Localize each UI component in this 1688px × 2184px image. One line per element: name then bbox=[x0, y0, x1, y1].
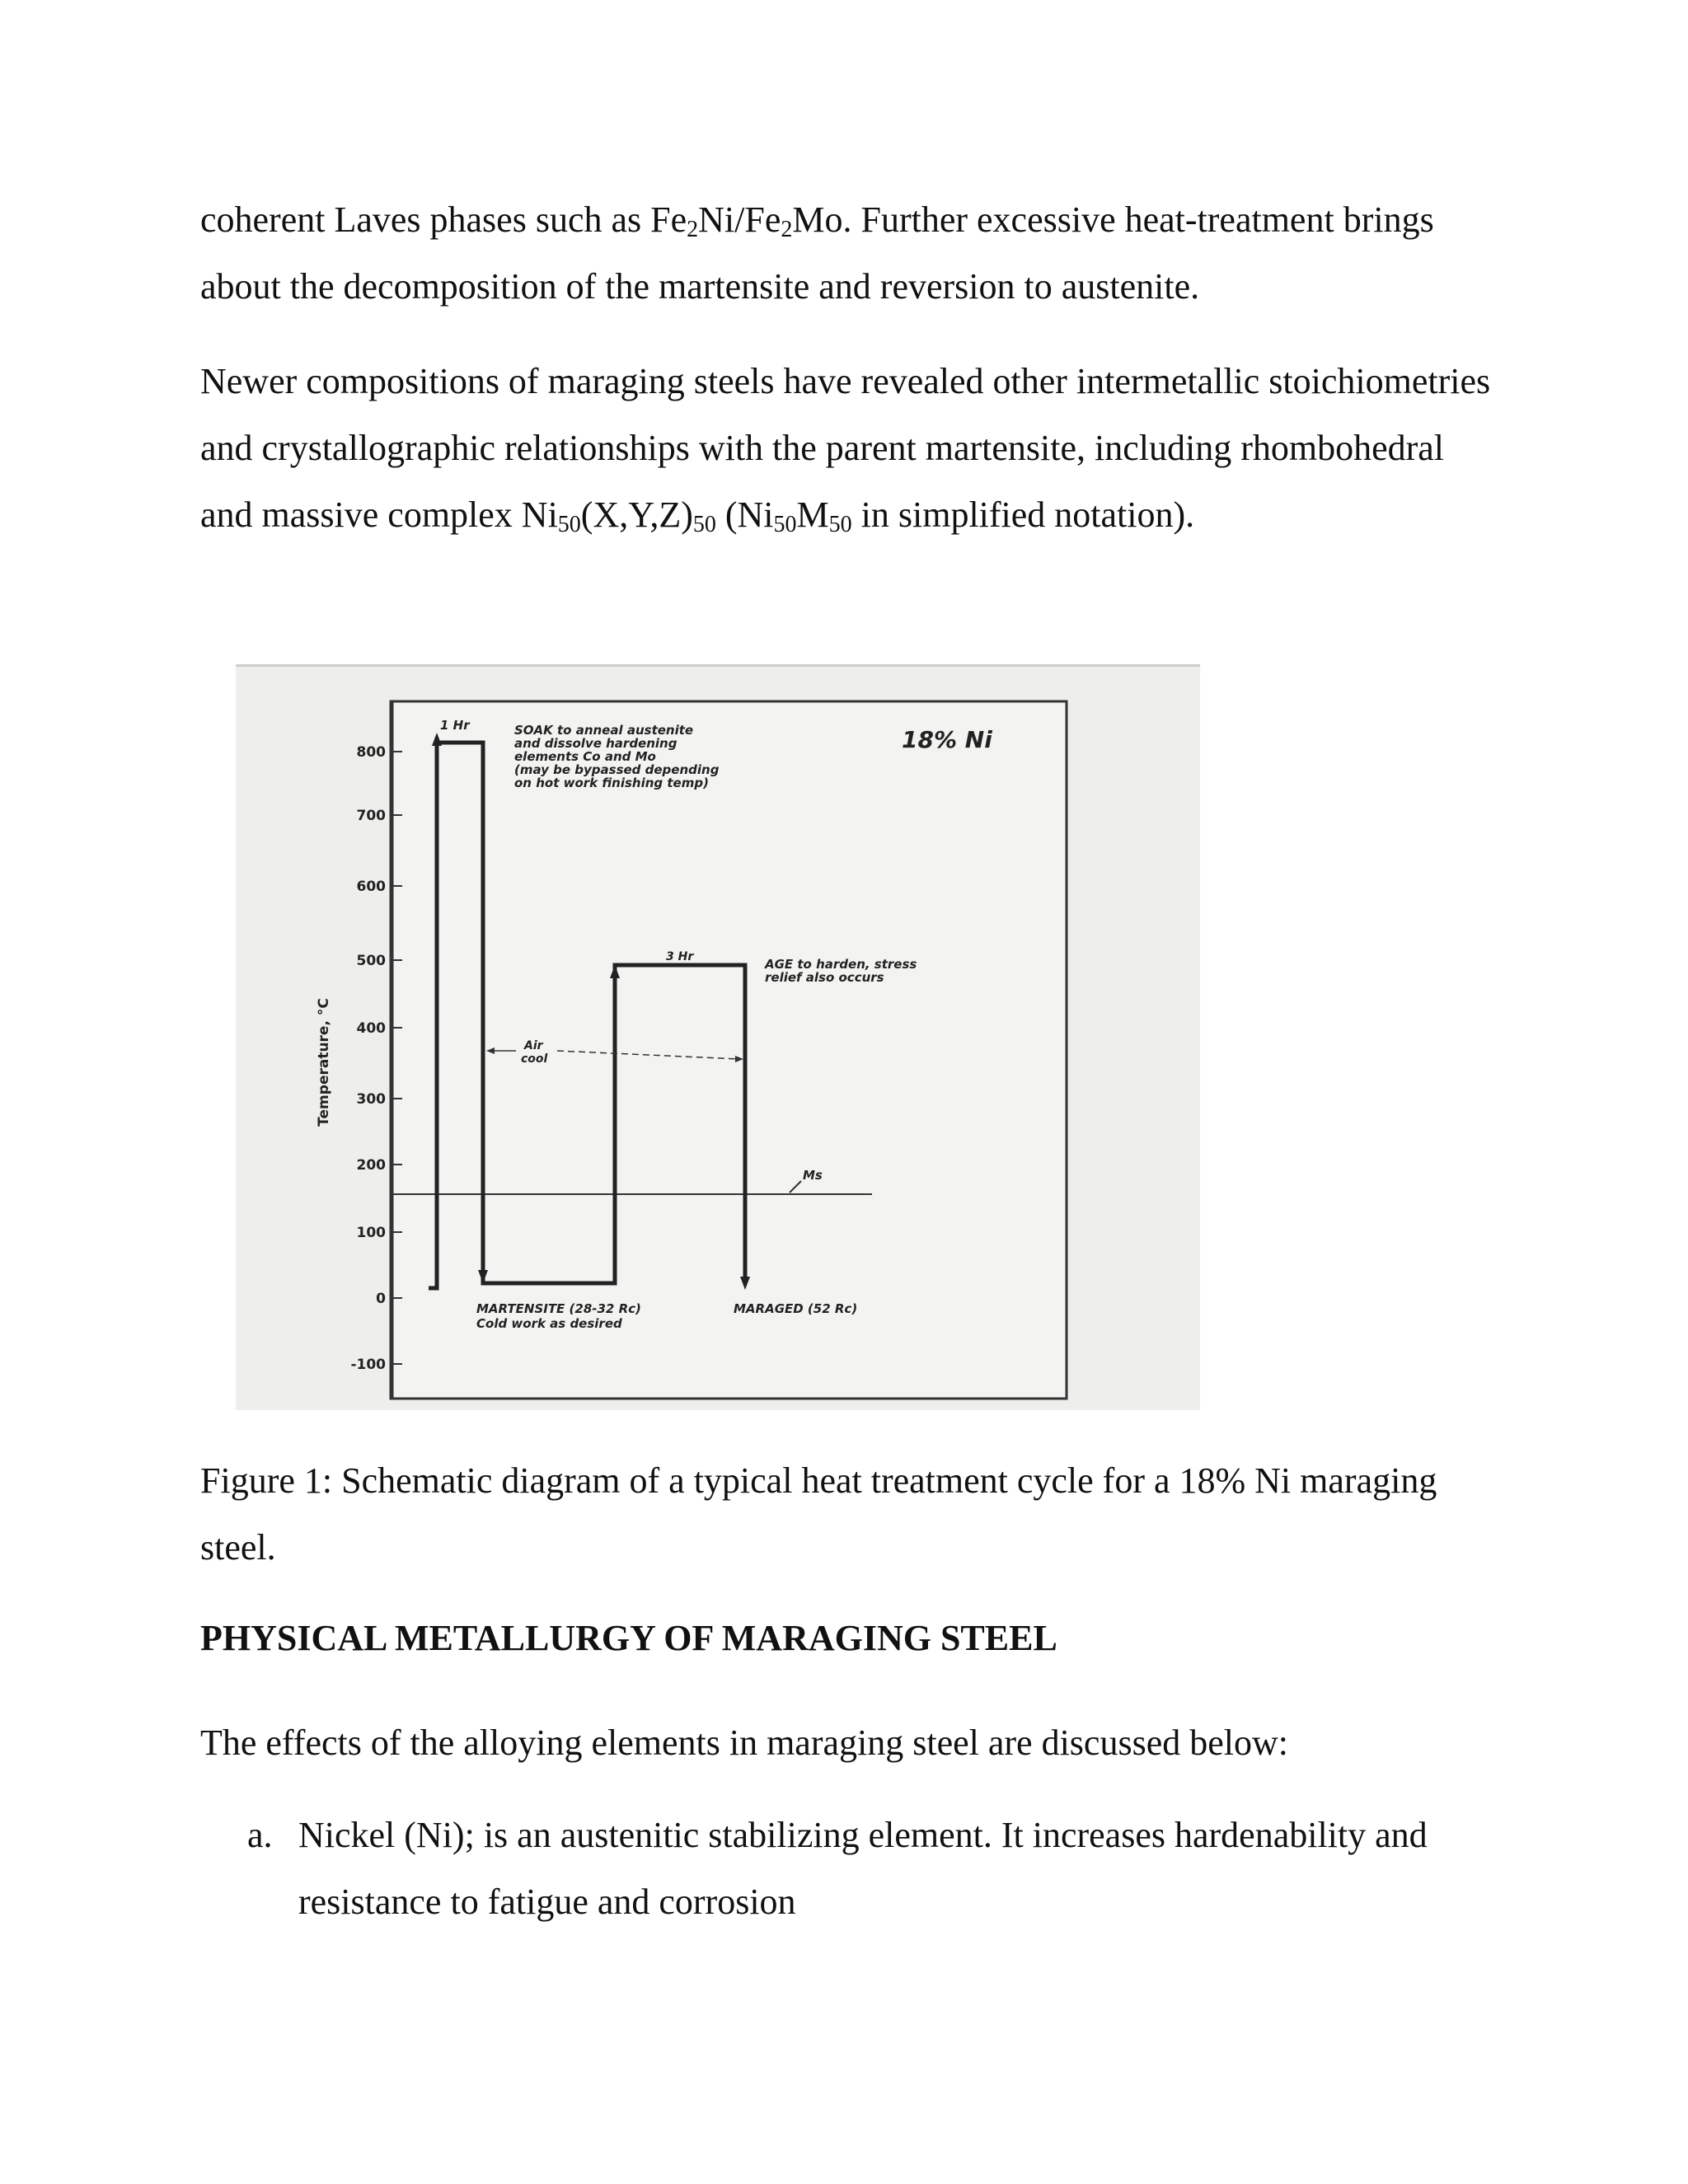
ytick-800: 800 bbox=[356, 744, 386, 761]
soak-note-5: on hot work finishing temp) bbox=[514, 776, 709, 790]
list-marker: a. bbox=[247, 1815, 273, 1855]
figure-title-18-ni: 18% Ni bbox=[902, 726, 992, 753]
age-note-1: AGE to harden, stress bbox=[765, 957, 917, 972]
cold-work-label: Cold work as desired bbox=[476, 1316, 622, 1331]
paragraph-laves-phases: coherent Laves phases such as $Fe_2Ni/Fe_2Mo$. Further excessive heat-treatment brings about the decomposition of the martensite and reversion to austenite. bbox=[200, 199, 1434, 307]
ytick-0: 0 bbox=[376, 1291, 386, 1307]
ytick-600: 600 bbox=[356, 879, 386, 895]
list-item-text: Nickel (Ni); is an austenitic stabilizing element. It increases hardenability and resistance to fatigue and corrosion bbox=[298, 1815, 1428, 1922]
cool-label: cool bbox=[521, 1052, 548, 1066]
soak-note-3: elements Co and Mo bbox=[514, 749, 656, 764]
y-axis-label: Temperature, °C bbox=[316, 998, 332, 1127]
list-item bbox=[247, 1802, 1484, 1935]
maraged-label: MARAGED (52 Rc) bbox=[734, 1301, 858, 1316]
figure-caption: Figure 1: Schematic diagram of a typical heat treatment cycle for a 18% Ni maraging steel. bbox=[200, 1460, 1437, 1568]
soak-note-4: (may be bypassed depending bbox=[514, 762, 720, 777]
martensite-label: MARTENSITE (28-32 Rc) bbox=[476, 1301, 641, 1316]
ytick-500: 500 bbox=[356, 953, 386, 969]
heat-treatment-figure bbox=[236, 664, 1200, 1410]
section-heading: PHYSICAL METALLURGY OF MARAGING STEEL bbox=[200, 1618, 1057, 1658]
air-label: Air bbox=[524, 1039, 543, 1052]
soak-note-1: SOAK to anneal austenite bbox=[514, 723, 694, 738]
age-note-2: relief also occurs bbox=[765, 970, 884, 985]
ytick-minus100: -100 bbox=[350, 1357, 386, 1373]
ms-label: Ms bbox=[803, 1168, 823, 1183]
ytick-700: 700 bbox=[356, 808, 386, 824]
ytick-300: 300 bbox=[356, 1091, 386, 1108]
paragraph-newer-compositions: Newer compositions of maraging steels have revealed other intermetallic stoichiometries and crystallographic relationships with the parent martensite, including rhombohedral and massive complex $Ni_{50}(X,Y,Z)_{50}$ ($Ni_{50}M_{50}$ in simplified notation). bbox=[200, 361, 1491, 537]
soak-note-2: and dissolve hardening bbox=[514, 736, 678, 751]
age-time-label: 3 Hr bbox=[666, 950, 694, 963]
paragraph-alloying-effects: The effects of the alloying elements in maraging steel are discussed below: bbox=[200, 1722, 1288, 1763]
soak-time-label: 1 Hr bbox=[440, 718, 470, 733]
ytick-400: 400 bbox=[356, 1020, 386, 1037]
heat-treatment-diagram bbox=[236, 667, 1200, 1410]
ytick-200: 200 bbox=[356, 1157, 386, 1174]
ytick-100: 100 bbox=[356, 1225, 386, 1241]
